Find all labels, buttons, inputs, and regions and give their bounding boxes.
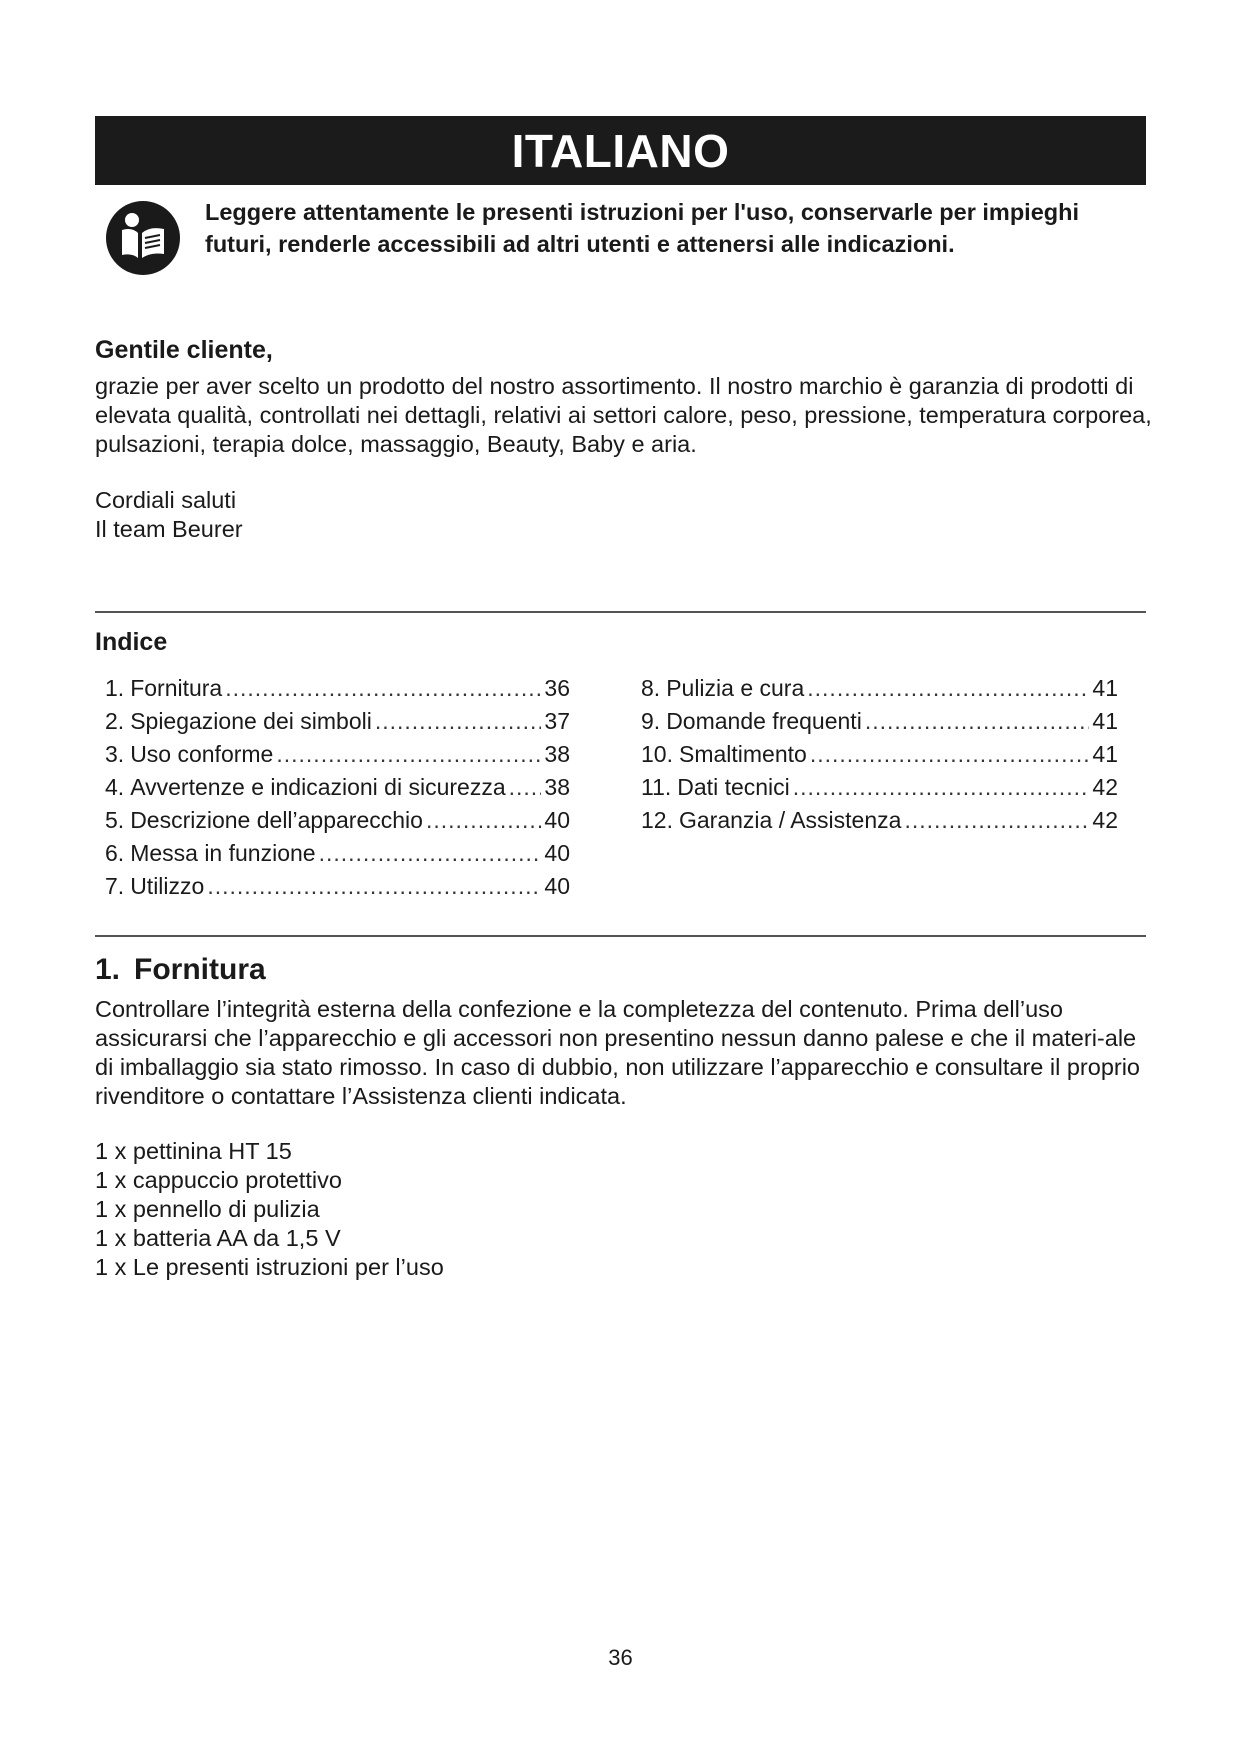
- list-item: 1 x Le presenti istruzioni per l’uso: [95, 1254, 444, 1280]
- toc-entry-label: Domande frequenti: [666, 708, 862, 734]
- toc-entry-number: 4.: [105, 774, 125, 800]
- toc-leader-dots: [810, 741, 1090, 768]
- toc-leader-dots: [207, 873, 541, 900]
- toc-entry-number: 2.: [105, 708, 125, 734]
- toc-entry-label: Pulizia e cura: [666, 675, 805, 701]
- toc-entry[interactable]: [105, 774, 570, 807]
- list-item: 1 x cappuccio protettivo: [95, 1167, 342, 1193]
- section-number: 1.: [95, 953, 121, 986]
- toc-leader-dots: [225, 675, 541, 702]
- toc-entry-label: Descrizione dell’apparecchio: [130, 807, 423, 833]
- read-instructions-notice: Leggere attentamente le presenti istruzioni per l'uso, conservarle per impieghi futuri, renderle accessibili ad altri utenti e attenersi alle indicazioni.: [205, 199, 1080, 257]
- signoff-line: Cordiali saluti: [95, 487, 237, 513]
- toc-entry[interactable]: [105, 873, 570, 906]
- toc-entry-page: 41: [1092, 708, 1118, 734]
- toc-entry-number: 10.: [641, 741, 673, 767]
- language-banner: [95, 116, 1146, 185]
- toc-entry-page: 42: [1092, 774, 1118, 800]
- toc-entry-page: 41: [1092, 741, 1118, 767]
- list-item: 1 x batteria AA da 1,5 V: [95, 1225, 341, 1251]
- toc-entry-page: 40: [544, 807, 570, 833]
- toc-leader-dots: [807, 675, 1089, 702]
- toc-entry-page: 42: [1092, 807, 1118, 833]
- toc-entry-number: 11.: [641, 774, 672, 800]
- toc-entry[interactable]: [105, 741, 570, 774]
- toc-entry-label: Utilizzo: [130, 873, 205, 899]
- toc-entry-number: 7.: [105, 873, 125, 899]
- toc-entry[interactable]: [105, 840, 570, 873]
- toc-leader-dots: [793, 774, 1090, 801]
- toc-leader-dots: [276, 741, 541, 768]
- toc-entry-number: 1.: [105, 675, 125, 701]
- toc-column-right: [641, 675, 1118, 840]
- toc-entry-label: Uso conforme: [130, 741, 274, 767]
- toc-leader-dots: [509, 774, 542, 801]
- toc-entry[interactable]: [105, 675, 570, 708]
- divider: [95, 935, 1146, 937]
- toc-entry[interactable]: [641, 675, 1118, 708]
- toc-entry-page: 41: [1092, 675, 1118, 701]
- toc-entry-page: 40: [544, 840, 570, 866]
- toc-entry-label: Dati tecnici: [677, 774, 790, 800]
- toc-entry-label: Avvertenze e indicazioni di sicurezza: [130, 774, 506, 800]
- section-heading: [95, 953, 266, 987]
- toc-leader-dots: [865, 708, 1090, 735]
- section-title: Fornitura: [134, 953, 266, 986]
- toc-entry-label: Spiegazione dei simboli: [130, 708, 372, 734]
- toc-entry-page: 36: [544, 675, 570, 701]
- toc-column-left: [105, 675, 570, 906]
- signoff: [95, 486, 1155, 544]
- delivery-paragraph: Controllare l’integrità esterna della confezione e la completezza del contenuto. Prima dell’uso assicurarsi che l’apparecchio e gli accessori non presentino nessun danno palese e che il materi-ale di imballaggio sia stato rimosso. In caso di dubbio, non utilizzare l’apparecchio e consultare il proprio rivenditore o contattare l’Assistenza clienti indicata.: [95, 996, 1141, 1109]
- contents-list: [95, 1137, 444, 1282]
- welcome-paragraph: grazie per aver scelto un prodotto del nostro assortimento. Il nostro marchio è garanzia di prodotti di elevata qualità, controllati nei dettagli, relativi ai settori calore, peso, pressione, temperatura corporea, pulsazioni, terapia dolce, massaggio, Beauty, Baby e aria.: [95, 373, 1152, 457]
- toc-entry[interactable]: [641, 708, 1118, 741]
- read-manual-icon: [105, 200, 181, 276]
- greeting-heading: Gentile cliente,: [95, 336, 273, 364]
- toc-entry[interactable]: [105, 708, 570, 741]
- toc-entry[interactable]: [641, 774, 1118, 807]
- toc-entry-label: Smaltimento: [678, 741, 807, 767]
- signoff-line: Il team Beurer: [95, 516, 243, 542]
- toc-entry-page: 37: [544, 708, 570, 734]
- divider: [95, 611, 1146, 613]
- list-item: 1 x pennello di pulizia: [95, 1196, 320, 1222]
- language-title: ITALIANO: [511, 124, 730, 177]
- toc-leader-dots: [904, 807, 1089, 834]
- toc-entry-number: 8.: [641, 675, 661, 701]
- toc-leader-dots: [426, 807, 541, 834]
- toc-entry[interactable]: [641, 741, 1118, 774]
- toc-entry-label: Messa in funzione: [130, 840, 316, 866]
- toc-entry-page: 38: [544, 741, 570, 767]
- toc-title: Indice: [95, 628, 168, 656]
- toc-entry-number: 6.: [105, 840, 125, 866]
- toc-entry-page: 38: [544, 774, 570, 800]
- toc-entry[interactable]: [105, 807, 570, 840]
- toc-entry[interactable]: [641, 807, 1118, 840]
- list-item: 1 x pettinina HT 15: [95, 1138, 292, 1164]
- toc-entry-number: 12.: [641, 807, 673, 833]
- toc-entry-number: 3.: [105, 741, 125, 767]
- page-number: 36: [608, 1645, 633, 1670]
- toc-entry-label: Fornitura: [130, 675, 223, 701]
- toc-leader-dots: [319, 840, 542, 867]
- toc-entry-number: 5.: [105, 807, 125, 833]
- toc-entry-number: 9.: [641, 708, 661, 734]
- toc-entry-page: 40: [544, 873, 570, 899]
- toc-entry-label: Garanzia / Assistenza: [678, 807, 902, 833]
- toc-leader-dots: [375, 708, 542, 735]
